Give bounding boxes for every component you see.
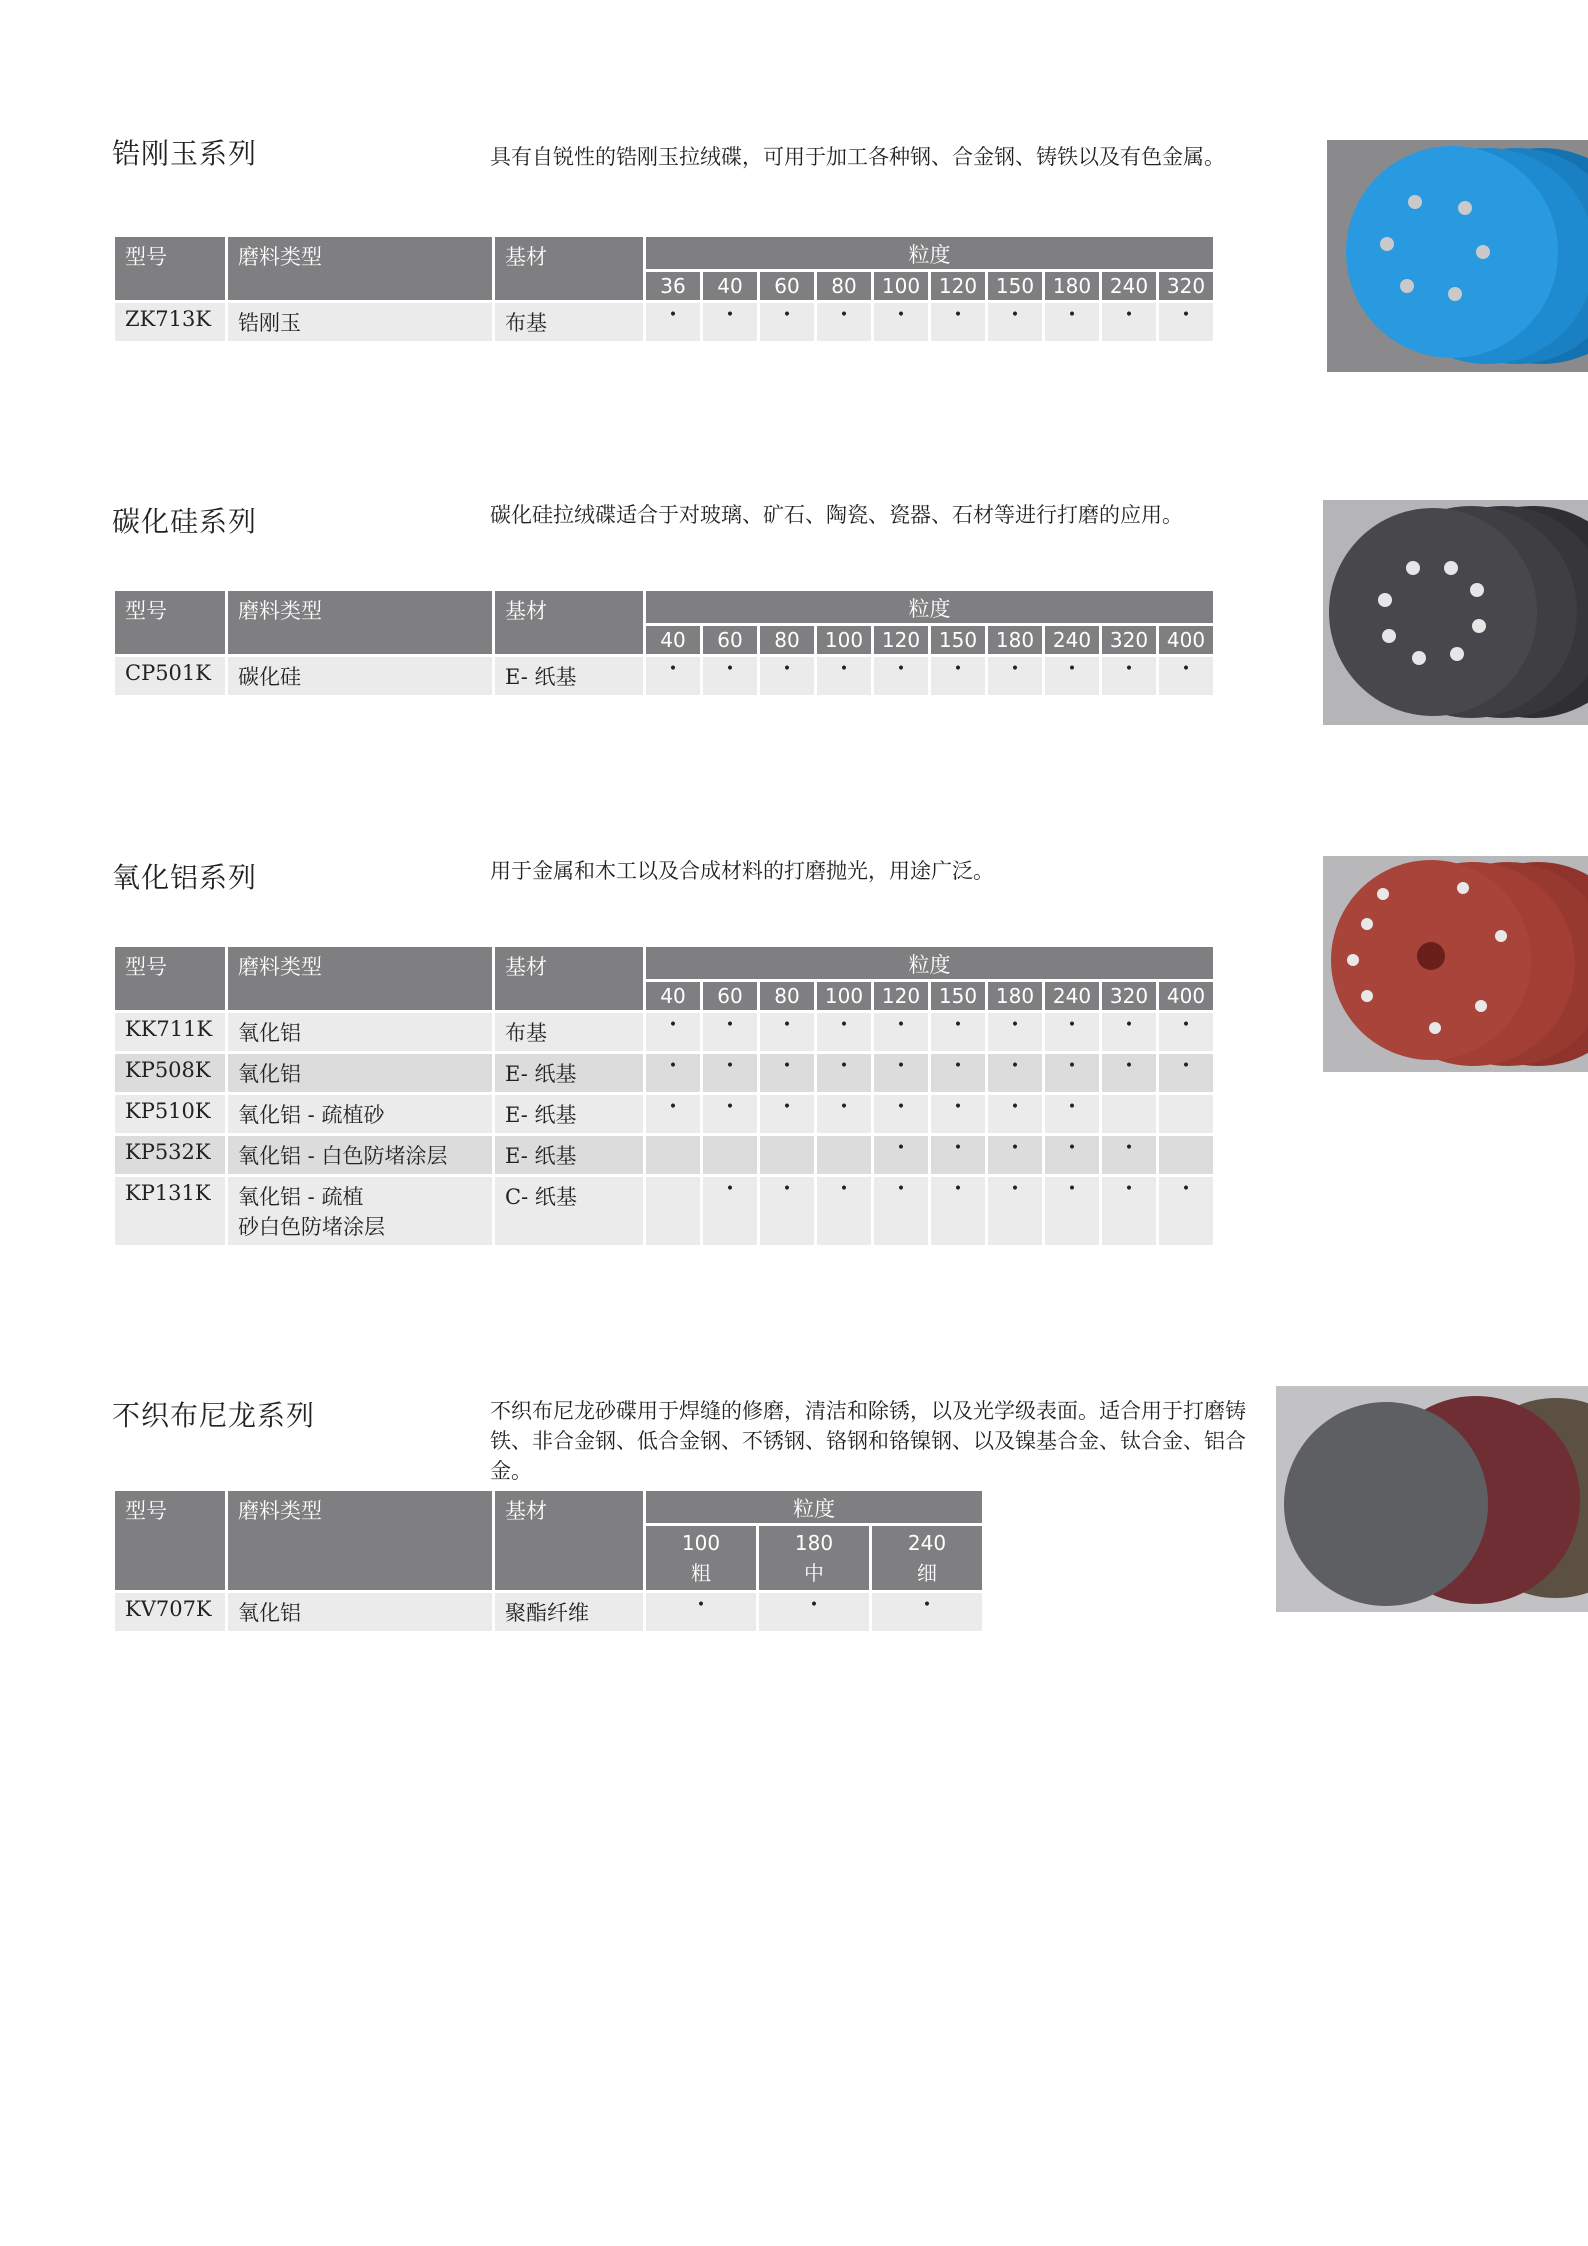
table-row — [115, 1177, 1213, 1245]
grit-label: 60 — [703, 982, 757, 1010]
grit-label: 40 — [703, 272, 757, 300]
grit-label: 150 — [988, 272, 1042, 300]
backing-cell: E- 纸基 — [495, 1054, 643, 1092]
grit-label: 400 — [1159, 982, 1213, 1010]
grit-label — [872, 1526, 982, 1590]
table-row — [115, 1013, 1213, 1051]
spec-table — [112, 944, 1216, 1248]
section-title: 氧化铝系列 — [112, 861, 258, 894]
grit-mark: • — [931, 1177, 985, 1245]
table-row — [115, 1136, 1213, 1174]
grit-label: 60 — [703, 626, 757, 654]
grit-label — [646, 1526, 756, 1590]
table-row — [115, 1095, 1213, 1133]
grit-label: 100 — [817, 626, 871, 654]
grit-mark: • — [874, 303, 928, 341]
grit-mark: • — [646, 657, 700, 695]
header-backing: 基材 — [495, 1491, 643, 1590]
grit-mark: • — [817, 1095, 871, 1133]
abrasive-cell: 碳化硅 — [228, 657, 492, 695]
header-model: 型号 — [115, 947, 225, 1010]
grit-mark: • — [874, 1095, 928, 1133]
table-row — [115, 303, 1213, 341]
grit-mark: • — [1159, 1013, 1213, 1051]
grit-mark — [646, 1136, 700, 1174]
grit-mark: • — [1102, 657, 1156, 695]
grit-label: 100 — [817, 982, 871, 1010]
non-woven-nylon-discs-photo — [1276, 1386, 1588, 1612]
grit-label: 400 — [1159, 626, 1213, 654]
grit-mark: • — [1045, 1095, 1099, 1133]
backing-cell: E- 纸基 — [495, 657, 643, 695]
grit-mark: • — [817, 1177, 871, 1245]
grit-label: 240 — [1102, 272, 1156, 300]
abrasive-cell: 氧化铝 — [228, 1054, 492, 1092]
grit-mark: • — [988, 1136, 1042, 1174]
grit-mark: • — [703, 1177, 757, 1245]
grit-mark: • — [874, 657, 928, 695]
grit-mark: • — [931, 1095, 985, 1133]
grit-mark: • — [703, 657, 757, 695]
grit-mark: • — [1159, 1054, 1213, 1092]
backing-cell: C- 纸基 — [495, 1177, 643, 1245]
grit-label — [759, 1526, 869, 1590]
header-grit: 粒度 — [646, 947, 1213, 979]
header-grit: 粒度 — [646, 237, 1213, 269]
grit-label: 150 — [931, 626, 985, 654]
grit-mark: • — [817, 303, 871, 341]
grit-label: 320 — [1102, 626, 1156, 654]
model-cell: KP532K — [115, 1136, 225, 1174]
grit-number: 100 — [681, 1531, 721, 1555]
grit-label: 80 — [760, 626, 814, 654]
grit-label: 120 — [874, 626, 928, 654]
abrasive-cell: 氧化铝 — [228, 1013, 492, 1051]
grit-mark: • — [1102, 303, 1156, 341]
grit-mark — [646, 1177, 700, 1245]
header-abrasive: 磨料类型 — [228, 237, 492, 300]
grit-mark: • — [703, 303, 757, 341]
grit-label: 60 — [760, 272, 814, 300]
model-cell: KP510K — [115, 1095, 225, 1133]
grit-mark: • — [988, 1177, 1042, 1245]
grit-mark — [703, 1136, 757, 1174]
grit-mark: • — [931, 1054, 985, 1092]
backing-cell: 布基 — [495, 1013, 643, 1051]
grit-number: 180 — [794, 1531, 834, 1555]
grit-mark: • — [760, 1095, 814, 1133]
grit-mark: • — [703, 1095, 757, 1133]
grit-mark: • — [703, 1013, 757, 1051]
grit-label: 180 — [988, 626, 1042, 654]
blue-abrasive-discs-photo — [1327, 140, 1588, 372]
grit-mark: • — [760, 1177, 814, 1245]
abrasive-cell: 氧化铝 - 疏植砂 — [228, 1095, 492, 1133]
grit-mark: • — [988, 1054, 1042, 1092]
model-cell: KK711K — [115, 1013, 225, 1051]
grit-mark: • — [872, 1593, 982, 1631]
abrasive-cell: 氧化铝 - 白色防堵涂层 — [228, 1136, 492, 1174]
grit-mark: • — [874, 1136, 928, 1174]
header-backing: 基材 — [495, 591, 643, 654]
grit-label: 80 — [760, 982, 814, 1010]
table-row — [115, 657, 1213, 695]
abrasive-cell: 氧化铝 — [228, 1593, 492, 1631]
table-row — [115, 1054, 1213, 1092]
grit-label: 80 — [817, 272, 871, 300]
grit-mark: • — [1102, 1013, 1156, 1051]
abrasive-line: 砂白色防堵涂层 — [238, 1215, 385, 1239]
backing-cell: 布基 — [495, 303, 643, 341]
grit-mark: • — [874, 1177, 928, 1245]
backing-cell: E- 纸基 — [495, 1136, 643, 1174]
header-grit: 粒度 — [646, 1491, 982, 1523]
grit-label: 100 — [874, 272, 928, 300]
section-description: 不织布尼龙砂碟用于焊缝的修磨，清洁和除锈，以及光学级表面。适合用于打磨铸铁、非合金钢、低合金钢、不锈钢、铬钢和铬镍钢、以及镍基合金、钛合金、铝合金。 — [490, 1399, 1246, 1483]
grit-mark: • — [1045, 1054, 1099, 1092]
header-abrasive: 磨料类型 — [228, 591, 492, 654]
grit-mark: • — [1102, 1136, 1156, 1174]
grit-mark: • — [988, 1095, 1042, 1133]
dark-grey-abrasive-discs-photo — [1323, 500, 1588, 725]
red-abrasive-discs-photo — [1323, 856, 1588, 1072]
section-title: 碳化硅系列 — [112, 505, 258, 538]
grit-grade: 粗 — [691, 1561, 711, 1585]
grit-label: 40 — [646, 982, 700, 1010]
grit-label: 320 — [1102, 982, 1156, 1010]
grit-mark: • — [988, 657, 1042, 695]
model-cell: CP501K — [115, 657, 225, 695]
header-model: 型号 — [115, 591, 225, 654]
grit-mark: • — [874, 1013, 928, 1051]
grit-mark: • — [646, 1593, 756, 1631]
grit-label: 240 — [1045, 982, 1099, 1010]
abrasive-cell — [228, 1177, 492, 1245]
grit-label: 240 — [1045, 626, 1099, 654]
grit-mark: • — [988, 1013, 1042, 1051]
header-grit: 粒度 — [646, 591, 1213, 623]
grit-mark: • — [1102, 1177, 1156, 1245]
section-title: 不织布尼龙系列 — [112, 1399, 316, 1432]
grit-label: 150 — [931, 982, 985, 1010]
spec-table — [112, 1488, 985, 1634]
grit-mark: • — [1045, 303, 1099, 341]
grit-mark — [760, 1136, 814, 1174]
grit-mark: • — [931, 657, 985, 695]
grit-mark: • — [760, 657, 814, 695]
grit-mark: • — [646, 1095, 700, 1133]
grit-mark: • — [760, 1054, 814, 1092]
grit-mark: • — [1159, 657, 1213, 695]
section-description: 具有自锐性的锆刚玉拉绒碟，可用于加工各种钢、合金钢、铸铁以及有色金属。 — [490, 145, 1225, 169]
grit-mark — [1159, 1095, 1213, 1133]
grit-label: 180 — [988, 982, 1042, 1010]
grit-mark: • — [1045, 657, 1099, 695]
grit-mark: • — [760, 1013, 814, 1051]
grit-mark: • — [646, 1054, 700, 1092]
grit-label: 120 — [931, 272, 985, 300]
grit-mark: • — [874, 1054, 928, 1092]
header-model: 型号 — [115, 1491, 225, 1590]
grit-mark: • — [931, 303, 985, 341]
grit-label: 180 — [1045, 272, 1099, 300]
backing-cell: E- 纸基 — [495, 1095, 643, 1133]
model-cell: KP131K — [115, 1177, 225, 1245]
abrasive-cell: 锆刚玉 — [228, 303, 492, 341]
grit-mark: • — [1045, 1136, 1099, 1174]
grit-mark: • — [703, 1054, 757, 1092]
grit-mark: • — [1159, 303, 1213, 341]
grit-grade: 细 — [917, 1561, 937, 1585]
header-model: 型号 — [115, 237, 225, 300]
grit-mark: • — [1045, 1013, 1099, 1051]
grit-mark — [1102, 1095, 1156, 1133]
grit-label: 36 — [646, 272, 700, 300]
model-cell: KP508K — [115, 1054, 225, 1092]
grit-mark: • — [817, 657, 871, 695]
grit-mark: • — [1045, 1177, 1099, 1245]
grit-label: 40 — [646, 626, 700, 654]
grit-mark: • — [931, 1136, 985, 1174]
grit-mark: • — [1159, 1177, 1213, 1245]
grit-label: 120 — [874, 982, 928, 1010]
model-cell: ZK713K — [115, 303, 225, 341]
section-title: 锆刚玉系列 — [112, 137, 258, 170]
spec-table — [112, 234, 1216, 344]
header-abrasive: 磨料类型 — [228, 947, 492, 1010]
header-backing: 基材 — [495, 947, 643, 1010]
grit-mark: • — [760, 303, 814, 341]
grit-mark — [1159, 1136, 1213, 1174]
grit-mark: • — [988, 303, 1042, 341]
grit-mark: • — [817, 1054, 871, 1092]
header-abrasive: 磨料类型 — [228, 1491, 492, 1590]
grit-mark: • — [646, 303, 700, 341]
grit-mark: • — [1102, 1054, 1156, 1092]
header-backing: 基材 — [495, 237, 643, 300]
grit-mark: • — [931, 1013, 985, 1051]
grit-label: 320 — [1159, 272, 1213, 300]
grit-mark: • — [817, 1013, 871, 1051]
backing-cell: 聚酯纤维 — [495, 1593, 643, 1631]
spec-table — [112, 588, 1216, 698]
model-cell: KV707K — [115, 1593, 225, 1631]
grit-mark: • — [759, 1593, 869, 1631]
section-description: 碳化硅拉绒碟适合于对玻璃、矿石、陶瓷、瓷器、石材等进行打磨的应用。 — [490, 503, 1183, 527]
grit-number: 240 — [907, 1531, 947, 1555]
table-row — [115, 1593, 982, 1631]
grit-mark — [817, 1136, 871, 1174]
section-description: 用于金属和木工以及合成材料的打磨抛光，用途广泛。 — [490, 859, 994, 883]
grit-grade: 中 — [804, 1561, 824, 1585]
grit-mark: • — [646, 1013, 700, 1051]
abrasive-line: 氧化铝 - 疏植 — [238, 1185, 364, 1209]
